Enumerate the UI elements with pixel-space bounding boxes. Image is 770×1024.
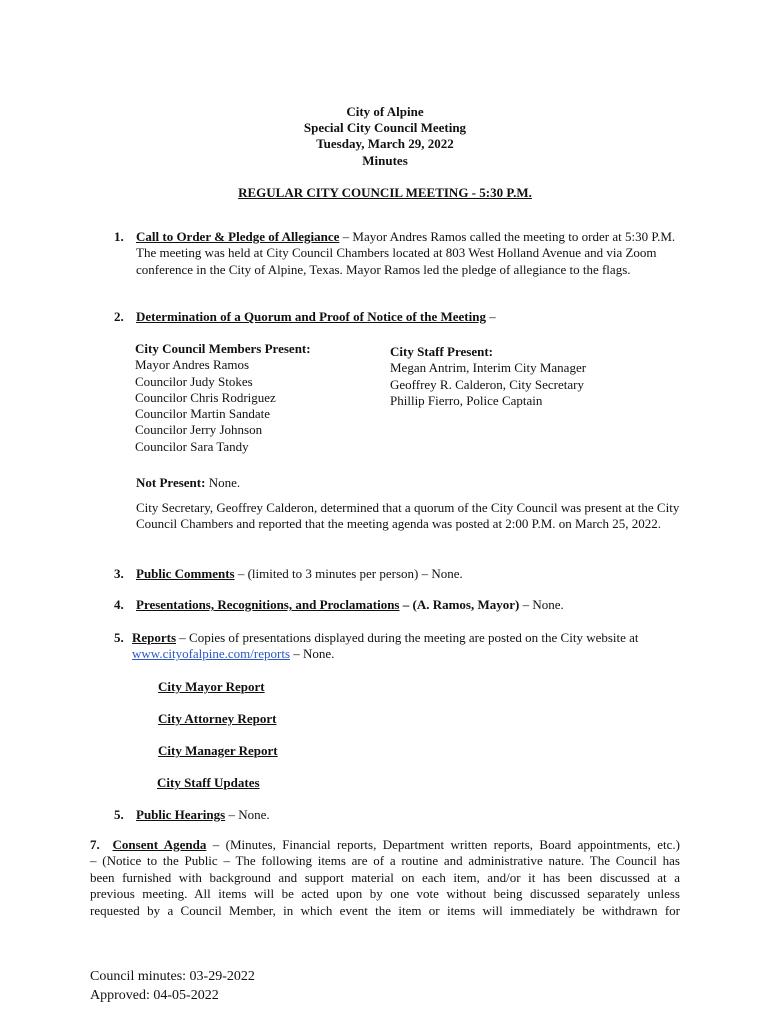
item-text: – (limited to 3 minutes per person) – None. bbox=[234, 566, 463, 581]
item-number: 2. bbox=[114, 309, 124, 324]
document-header bbox=[0, 104, 770, 169]
council-members-heading: City Council Members Present: bbox=[135, 341, 311, 356]
item-consent-agenda bbox=[90, 837, 680, 919]
meeting-date: Tuesday, March 29, 2022 bbox=[316, 136, 454, 152]
link-suffix: – None. bbox=[290, 646, 335, 662]
consent-text: – (Minutes, Financial reports, Department written reports, Board appointments, etc.) bbox=[206, 837, 680, 852]
item-title: Public Hearings bbox=[136, 807, 226, 822]
item-public-comments bbox=[136, 566, 463, 582]
city-attorney-report: City Attorney Report bbox=[158, 711, 277, 726]
not-present-value: None. bbox=[205, 475, 241, 490]
list-item: Councilor Martin Sandate bbox=[135, 406, 271, 422]
footer-minutes-date: Council minutes: 03-29-2022 bbox=[90, 969, 255, 984]
reports-link[interactable]: www.cityofalpine.com/reports bbox=[132, 646, 290, 662]
item-text: – Mayor Andres Ramos called the meeting to order at 5:30 P.M. The meeting was held at City Council Chambers located at 803 West Holland Avenue and via Zoom conference in the City of Alpine, Texas. Mayor Ramos led the pledge of allegiance to the flags. bbox=[136, 229, 676, 277]
item-presentations bbox=[136, 597, 564, 613]
not-present-line bbox=[136, 475, 240, 491]
footer-approved-date: Approved: 04-05-2022 bbox=[90, 988, 219, 1003]
quorum-statement: City Secretary, Geoffrey Calderon, determined that a quorum of the City Council was present at the City Council Chambers and reported that the meeting agenda was posted at 2:00 P.M. on March 25, 2022. bbox=[136, 500, 680, 532]
document-type: Minutes bbox=[362, 152, 408, 168]
item-title: Determination of a Quorum and Proof of Notice of the Meeting bbox=[136, 309, 486, 324]
city-staff-list bbox=[390, 344, 586, 409]
item-reports bbox=[132, 630, 684, 663]
consent-line bbox=[90, 837, 680, 853]
item-number: 5. bbox=[114, 630, 124, 645]
city-name: City of Alpine bbox=[346, 104, 424, 119]
list-item: Councilor Judy Stokes bbox=[135, 373, 253, 389]
item-number: 3. bbox=[114, 566, 124, 581]
meeting-type: Special City Council Meeting bbox=[303, 120, 467, 136]
item-title: Consent Agenda bbox=[112, 837, 207, 852]
list-item: Megan Antrim, Interim City Manager bbox=[390, 360, 587, 376]
item-number: 1. bbox=[114, 229, 124, 244]
not-present-label: Not Present: bbox=[136, 475, 206, 490]
consent-line: requested by a Council Member, in which event the item or items will immediately be withdrawn for bbox=[90, 902, 680, 918]
council-members-list bbox=[135, 341, 311, 455]
item-text: – None. bbox=[519, 597, 564, 612]
consent-line: previous meeting. All items will be acted upon by one vote without being discussed separately unless bbox=[90, 886, 680, 902]
list-item: Mayor Andres Ramos bbox=[135, 357, 250, 373]
item-title: Call to Order & Pledge of Allegiance bbox=[136, 229, 340, 244]
item-presenter: – (A. Ramos, Mayor) bbox=[399, 597, 520, 612]
item-title: Reports bbox=[132, 630, 177, 645]
item-suffix: – bbox=[485, 309, 496, 324]
list-item: Geoffrey R. Calderon, City Secretary bbox=[390, 376, 584, 392]
item-title: Presentations, Recognitions, and Proclamations bbox=[136, 597, 400, 612]
item-text: – None. bbox=[225, 807, 270, 822]
item-quorum-heading bbox=[136, 309, 496, 325]
consent-line: been furnished with background and support material on each item, and/or it has been discussed at a bbox=[90, 869, 680, 885]
item-call-to-order bbox=[136, 229, 684, 278]
city-mayor-report: City Mayor Report bbox=[158, 679, 265, 694]
section-title: REGULAR CITY COUNCIL MEETING - 5:30 P.M. bbox=[238, 185, 532, 200]
item-number: 5. bbox=[114, 807, 124, 822]
item-public-hearings bbox=[136, 807, 270, 823]
city-manager-report: City Manager Report bbox=[158, 743, 278, 758]
item-number: 7. bbox=[90, 837, 100, 852]
city-staff-heading: City Staff Present: bbox=[390, 344, 494, 359]
item-title: Public Comments bbox=[136, 566, 235, 581]
consent-line: – (Notice to the Public – The following items are of a routine and administrative nature. The Council has bbox=[90, 853, 680, 869]
city-staff-updates: City Staff Updates bbox=[157, 775, 260, 790]
list-item: Councilor Sara Tandy bbox=[135, 438, 249, 454]
list-item: Councilor Chris Rodriguez bbox=[135, 389, 276, 405]
item-number: 4. bbox=[114, 597, 124, 612]
item-text: – Copies of presentations displayed during the meeting are posted on the City website at bbox=[176, 630, 639, 645]
list-item: Phillip Fierro, Police Captain bbox=[390, 392, 543, 408]
list-item: Councilor Jerry Johnson bbox=[135, 422, 263, 438]
